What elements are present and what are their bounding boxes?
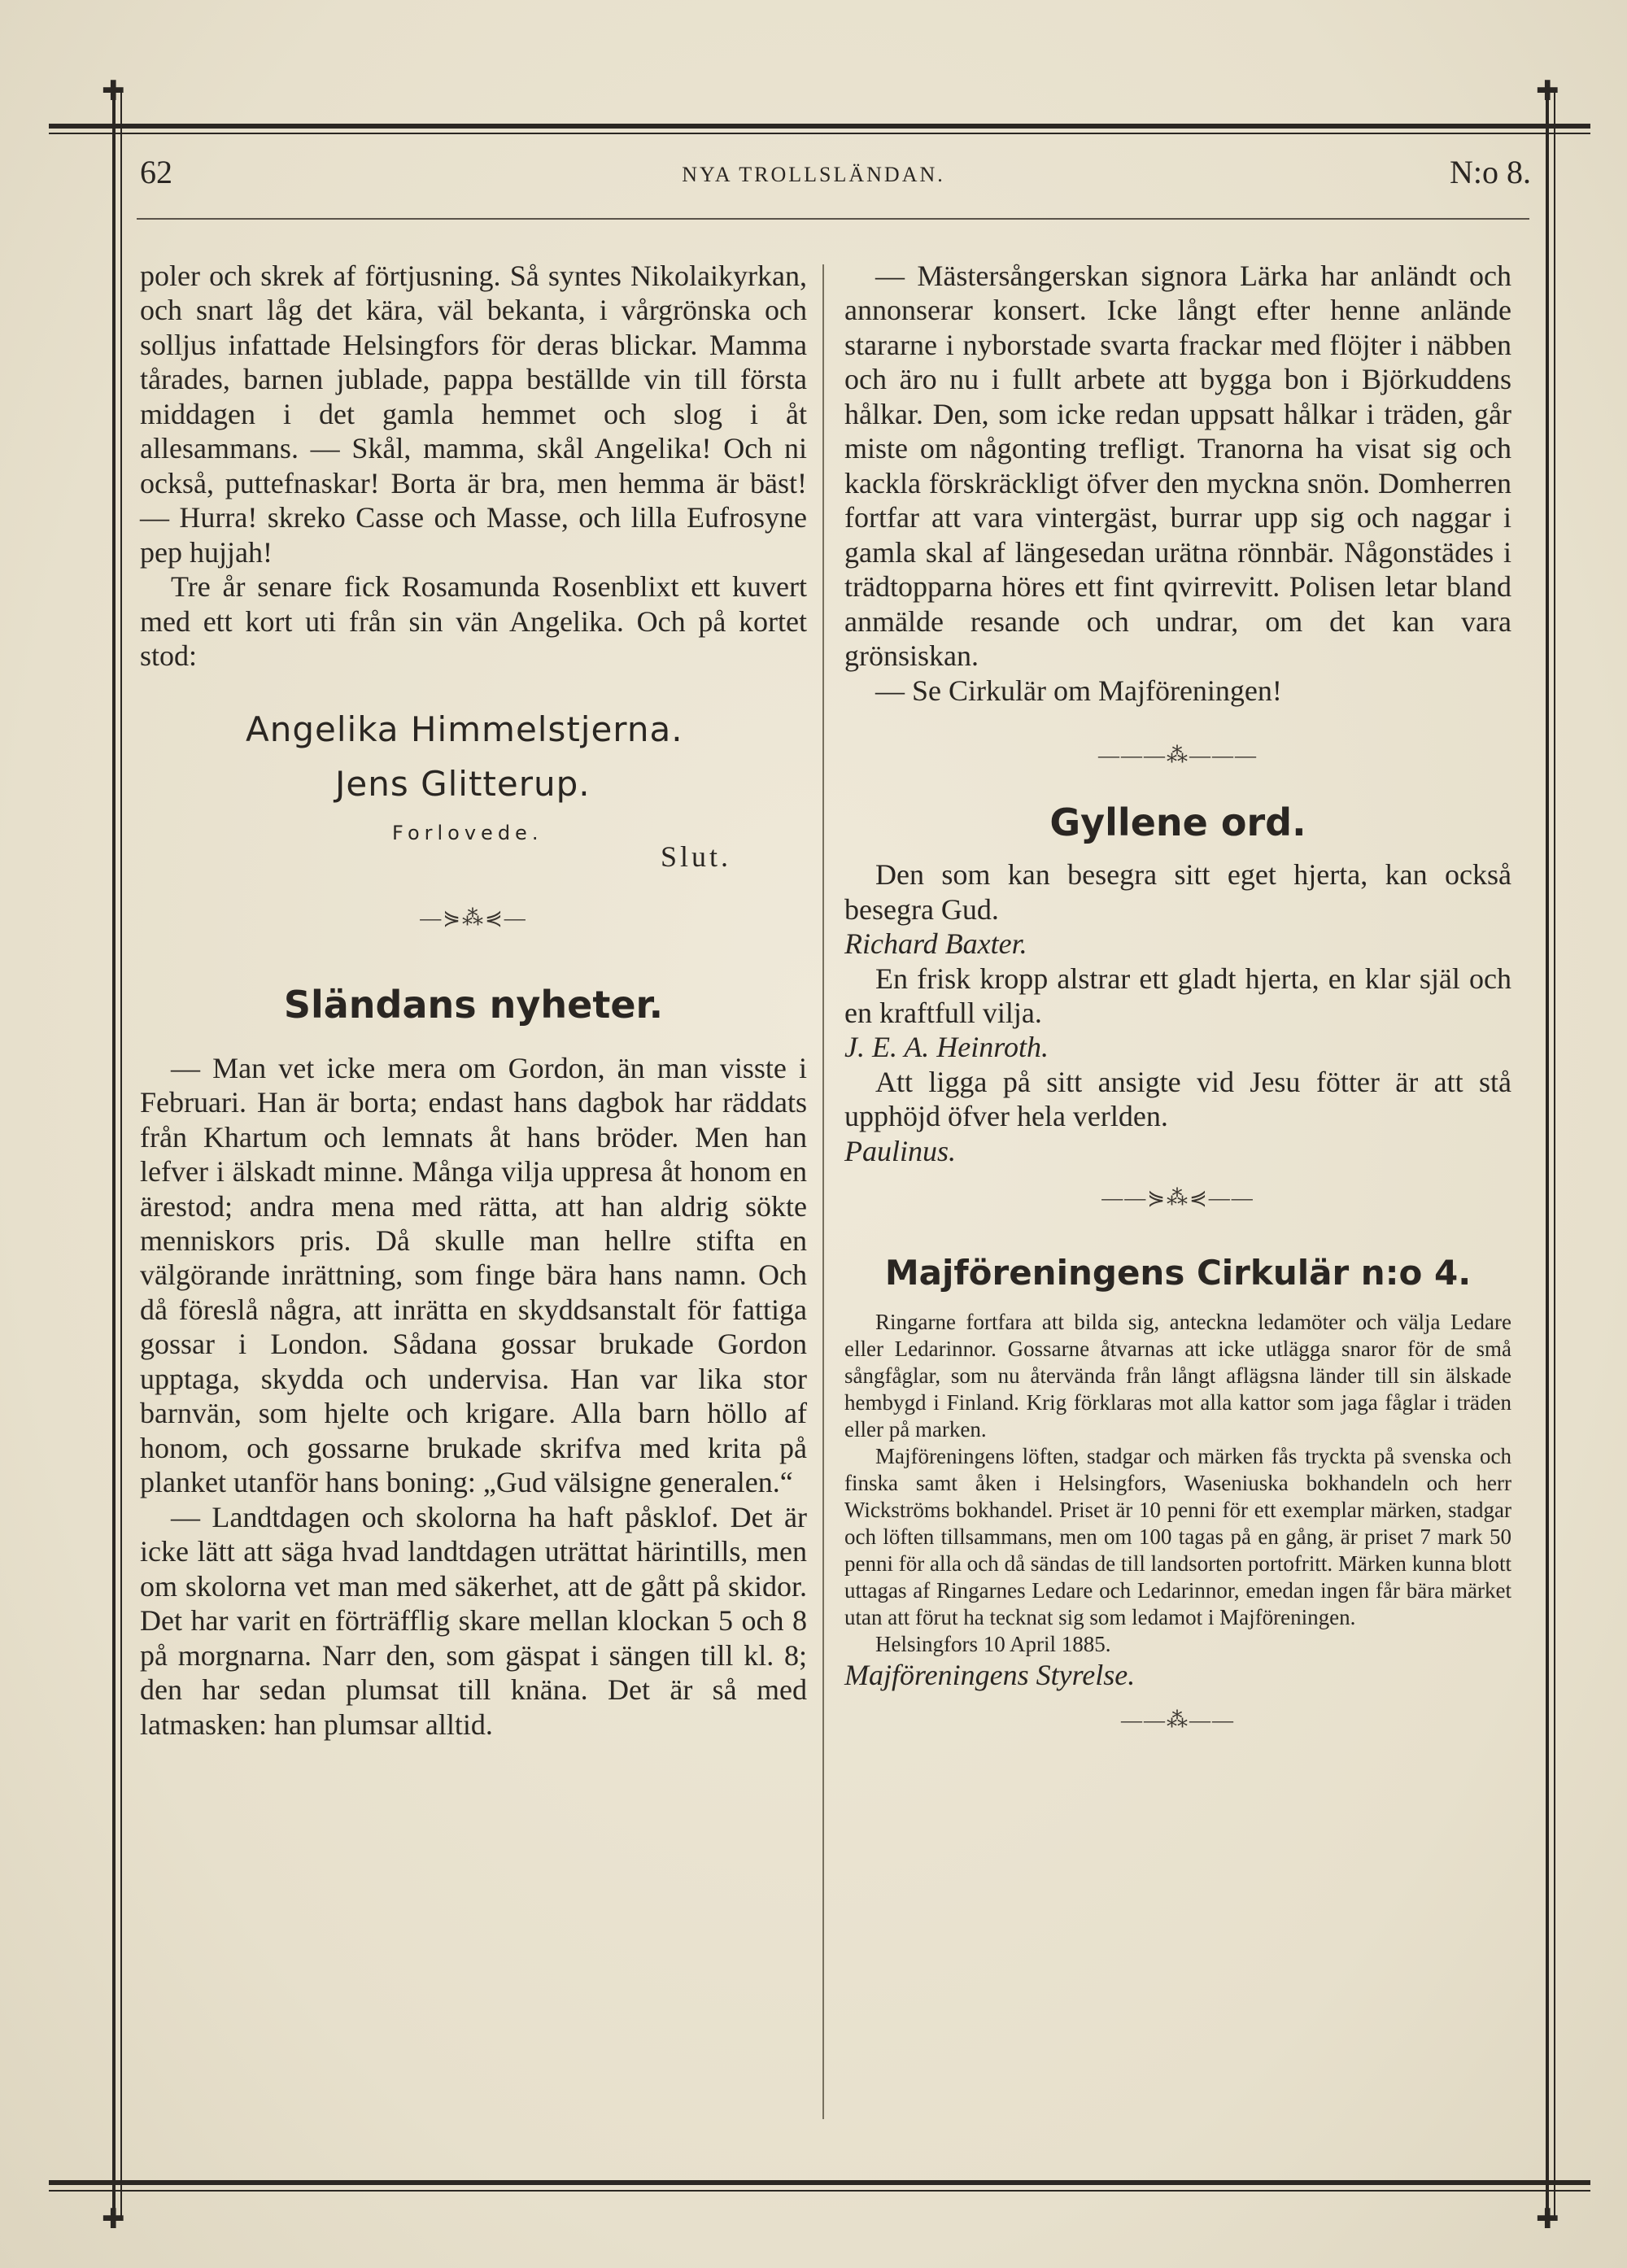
story-paragraph: poler och skrek af förtjusning. Så syntes Nikolaikyrkan, och snart låg det kära, väl bekanta, i vårgrönska och solljus infattade Helsingfors för deras blickar. Mamma tårades, barnen jublade, pappa beställde vin till första middagen i det gamla hemmet och slog i åt allesammans. — Skål, mamma, skål Angelika! Och ni också, puttefnaskar! Borta är bra, men hemma är bäst! — Hurra! skreko Casse och Masse, och lilla Eufrosyne pep hujjah! [140, 260, 807, 569]
left-column [140, 259, 807, 1742]
corner-ornament-top-left: ✚ [102, 76, 125, 107]
end-separator: ——⁂—— [1121, 1708, 1235, 1732]
story-end-mark: Slut. [661, 840, 732, 873]
left-border-rule [112, 89, 116, 2221]
section-separator: ——⋟⁂⋞—— [1101, 1186, 1254, 1210]
quote-author: Richard Baxter. [844, 927, 1027, 961]
news-paragraph-gordon: — Man vet icke mera om Gordon, än man visste i Februari. Han är borta; endast hans dagbok har räddats från Khartum och lemnats åt hans bröder. Men han lefver i älskadt minne. Många vilja uppresa åt honom en ärestod; andra mena med rätta, att han aldrig sökte menniskors pris. Då skulle man hellre stifta en välgörande inrättning, som finge bära hans namn. Och då föreslå några, att inrätta en skyddsanstalt för fattiga gossar i London. Sådana gossar brukade Gordon upptaga, skydda och undervisa. Han var lika stor barnvän, som hjelte och krigare. Alla barn höllo af honom, och gossarne brukade skrifva med krita på planket utanför hans boning: „Gud välsigne generalen.“ [140, 1051, 807, 1499]
corner-ornament-top-right: ✚ [1536, 76, 1559, 107]
bottom-border-rule-thin [49, 2190, 1590, 2192]
page-number: 62 [140, 154, 172, 190]
quote-text: En frisk kropp alstrar ett gladt hjerta, en klar själ och en kraftfull vilja. [844, 962, 1511, 1029]
card-engaged-label: Forlovede. [392, 821, 543, 844]
circular-signoff: Majföreningens Styrelse. [844, 1658, 1136, 1691]
column-divider [822, 264, 824, 2119]
card-name-angelika: Angelika Himmelstjerna. [246, 709, 683, 749]
circular-heading: Majföreningens Cirkulär n:o 4. [884, 1253, 1472, 1293]
quote-text: Att ligga på sitt ansigte vid Jesu fötter är att stå upphöjd öfver hela verlden. [844, 1065, 1511, 1133]
quote-author: J. E. A. Heinroth. [844, 1031, 1049, 1064]
golden-words-heading: Gyllene ord. [1049, 800, 1306, 845]
story-paragraph: Tre år senare fick Rosamunda Rosenblixt ett kuvert med ett kort uti från sin vän Angelika. Och på kortet stod: [140, 570, 807, 673]
right-column [844, 259, 1511, 1733]
left-border-rule-thin [120, 89, 122, 2221]
quote-text: Den som kan besegra sitt eget hjerta, kan också besegra Gud. [844, 858, 1511, 926]
news-paragraph-birds: — Mästersångerskan signora Lärka har anländt och annonserar konsert. Icke långt efter henne anlände stararne i nyborstade svarta frackar med flöjter i näbben och äro nu i fullt arbete att bygga bon i Björkuddens hålkar. Den, som icke redan uppsatt hålkar i träden, går miste om någonting trefligt. Tranorna ha visat sig och kackla förskräckligt öfver den myckna snön. Domherren fortfar att vara vintergäst, burrar upp sig och naggar i gamla skal af längesedan urätna rönnbär. Någonstädes i trädtopparna höres ett fint qvirrevitt. Polisen letar bland anmälde resande och undrar, om det kan vara grönsiskan. [844, 260, 1511, 673]
bottom-border-rule [49, 2180, 1590, 2185]
issue-number: N:o 8. [1450, 154, 1531, 190]
quote-author: Paulinus. [844, 1134, 957, 1167]
card-name-jens: Jens Glitterup. [335, 763, 591, 804]
news-paragraph-circular-ref: — Se Cirkulär om Majföreningen! [875, 674, 1282, 707]
circular-paragraph: Ringarne fortfara att bilda sig, anteckna ledamöter och välja Ledare eller Ledarinnor. Gossarne åtvarnas att icke utlägga snaror för de små sångfåglar, som nu återvända från långt aflägsna länder till sin älskade hembygd i Finland. Krig förklaras mot alla kattor som jaga fåglar i träden eller på marken. [844, 1310, 1511, 1442]
circular-paragraph: Majföreningens löften, stadgar och märken fås tryckta på svenska och finska samt åken i Helsingfors, Waseniuska bokhandeln och herr Wickströms bokhandel. Priset är 10 penni för ett exemplar märken, stadgar och löften tillsammans, men om 100 tagas på en gång, är priset 7 mark 50 penni för alla och då sändas de till landsorten portofritt. Märken kunna blott uttagas af Ringarnes Ledare och Ledarinnor, emedan ingen får bära märket utan att förut ha tecknat sig som ledamot i Majföreningen. [844, 1444, 1511, 1629]
corner-ornament-bottom-left: ✚ [102, 2205, 125, 2235]
section-separator: —⋟⁂⋞— [420, 905, 527, 930]
corner-ornament-bottom-right: ✚ [1536, 2205, 1559, 2235]
right-border-rule-thin [1554, 89, 1555, 2221]
publication-title: NYA TROLLSLÄNDAN. [682, 163, 945, 186]
top-border-rule [49, 124, 1590, 129]
right-border-rule [1546, 89, 1549, 2221]
news-paragraph-landtdagen: — Landtdagen och skolorna ha haft påsklof. Det är icke lätt att säga hvad landtdagen uträttat härintills, men om skolorna vet man med säkerhet, att de gått på skidor. Det har varit en förträfflig skare mellan klockan 5 och 8 på morgnarna. Narr den, som gäspat i sängen till kl. 8; den har sedan plumsat till knäna. Det är så med latmasken: han plumsar alltid. [140, 1500, 807, 1741]
header-rule [137, 218, 1529, 220]
top-border-rule-thin [49, 133, 1590, 134]
news-heading: Sländans nyheter. [283, 982, 664, 1027]
section-separator: ———⁂——— [1098, 744, 1258, 768]
circular-dateline: Helsingfors 10 April 1885. [875, 1631, 1111, 1656]
